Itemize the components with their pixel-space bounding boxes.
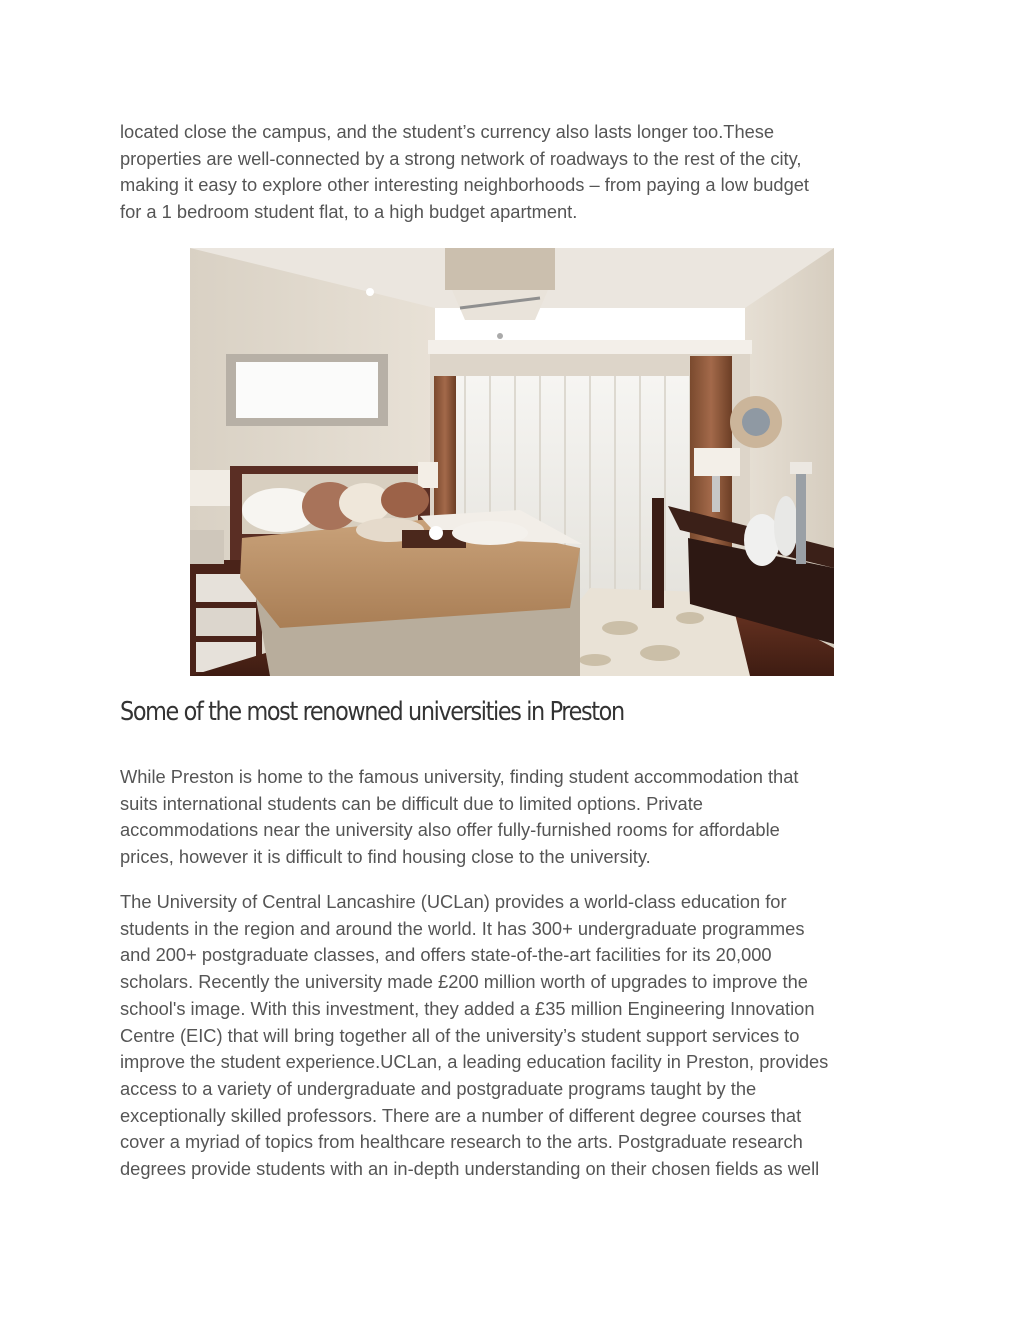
text-line: The University of Central Lancashire (UCLan) provides a world-class education for: [120, 891, 787, 912]
text-line: accommodations near the university also offer fully-furnished rooms for affordable: [120, 819, 780, 841]
text-line: suits international students can be difficult due to limited options. Private: [120, 792, 703, 814]
text-line: scholars. Recently the university made £200 million worth of upgrades to improve the: [120, 971, 808, 993]
text-line: exceptionally skilled professors. There are a number of different degree courses that: [120, 1104, 802, 1126]
text-line: cover a myriad of topics from healthcare research to the arts. Postgraduate research: [120, 1131, 803, 1153]
text-line: for a 1 bedroom student flat, to a high budget apartment.: [120, 201, 578, 223]
text-line: school's image. With this investment, they added a £35 million Engineering Innovation: [120, 997, 815, 1019]
text-line: students in the region and around the world. It has 300+ undergraduate programmes: [120, 917, 805, 939]
text-line: While Preston is home to the famous university, finding student accommodation that: [120, 766, 799, 787]
text-line: located close the campus, and the student’s currency also lasts longer too.These: [120, 121, 775, 142]
text-line: access to a variety of undergraduate and postgraduate programs taught by the: [120, 1077, 757, 1099]
section-heading: Some of the most renowned universities in Preston: [120, 697, 624, 727]
text-line: Centre (EIC) that will bring together all of the university’s student support services to: [120, 1024, 800, 1046]
uclan-paragraph: [120, 889, 920, 1183]
text-line: improve the student experience.UCLan, a leading education facility in Preston, provides: [120, 1051, 829, 1073]
text-line: prices, however it is difficult to find housing close to the university.: [120, 846, 651, 868]
text-line: degrees provide students with an in-depth understanding on their chosen fields as well: [120, 1158, 820, 1180]
text-line: making it easy to explore other interesting neighborhoods – from paying a low budget: [120, 174, 810, 196]
intro-paragraph: [120, 119, 920, 226]
text-line: and 200+ postgraduate classes, and offers state-of-the-art facilities for its 20,000: [120, 944, 772, 966]
text-line: properties are well-connected by a strong network of roadways to the rest of the city,: [120, 147, 802, 169]
bedroom-photo: [190, 248, 834, 676]
preston-paragraph: [120, 764, 920, 871]
